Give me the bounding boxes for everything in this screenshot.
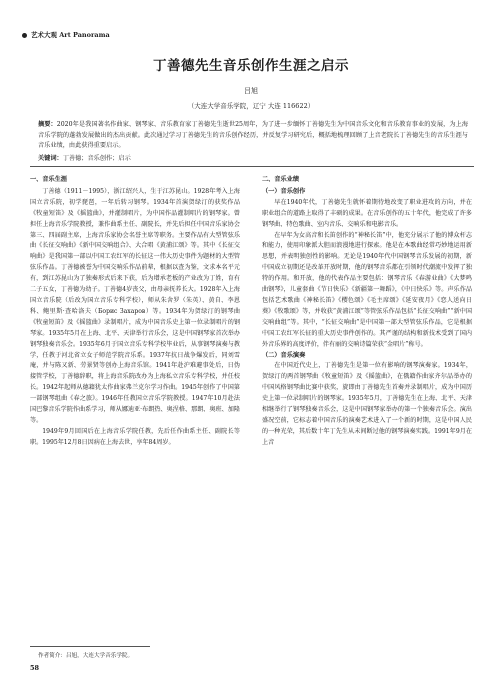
abstract-label: 摘要： bbox=[38, 121, 57, 128]
keywords-text: 丁善德；音乐创作；启示 bbox=[62, 155, 131, 162]
keywords bbox=[38, 153, 468, 162]
section-heading: 一、音乐生涯 bbox=[30, 176, 68, 183]
page-number: 58 bbox=[30, 664, 40, 672]
author: 吕旭 bbox=[244, 87, 258, 95]
paragraph: 在早年为女高音和长笛创作的“神秘长笛”中，他充分展示了他的博众杆志和能力，使用印象派大胆而浪漫地进行探索。他是在本歌曲经常巧妙地运用新思想，并表明独创性的影响。无论是1940年代中国钢琴音乐发展的初期，新中国成立初期还是改革开放时期，他的钢琴音乐都在引领时代潮流中发挥了独特的作用。和开放，他的代表作品主要包括：钢琴音乐《春游业曲》《大梦鸣曲钢琴》，儿童套曲《节日快乐》《新疆第一舞蹈》，《中日快乐》等。声乐作品包括艺术歌曲《神秘长笛》《樱色颂》《毛主席颂》《延安夜月》《恋人送向日葵》《牧歌颂》等，并收获“黄浦江颂”等管弦乐作品包括“长征交响曲”“新中国交响曲组”等。其中，“长征交响曲”是中国第一部大型管弦乐作品，它是根据中国工农红军长征的重大历史事件创作的。其严谨的结构和新技术受到了国内外音乐界的高度评价，伴有丽的交响诗篇荣获“金唱片”称号。 bbox=[262, 231, 472, 348]
journal-name: 艺术大观 Art Panorama bbox=[31, 31, 110, 39]
abstract-text: 2020年是我国著名作曲家、钢琴家、音乐教育家丁善德先生逝世25周年，为了进一步缅怀丁善德先生为中国音乐文化和音乐教育事业的发展，为上海音乐学院的蓬勃发展做出的杰出贡献。此次通过学习丁善德先生的音乐创作经历，并反复学习研究后，概括地梳理回顾了上音老院长丁善德先生的音乐生涯与音乐业绩，由此获得重要启示。 bbox=[38, 121, 469, 149]
left-column bbox=[30, 175, 240, 449]
journal-header bbox=[22, 30, 110, 39]
paragraph: 1949年9月回国后在上海音乐学院任教，先后任作曲系主任、副院长等职。1995年12月8日因病在上海去世，享年84周岁。 bbox=[30, 427, 240, 446]
paragraph: 早在1940年代，丁善德先生就怀着期待地改变了职业进攻的方向，并在职业组合的道路上取得了丰硕的成果。在音乐创作的五十年代，他完成了许多钢琴曲、特色歌曲、室内音乐、交响乐和电影音乐。 bbox=[262, 198, 472, 228]
section-heading: 二、音乐业绩 bbox=[262, 176, 300, 183]
subsection-heading: （一）音乐创作 bbox=[262, 187, 306, 195]
right-column bbox=[262, 175, 472, 449]
affiliation: （大连大学音乐学院，辽宁 大连 116622） bbox=[187, 102, 315, 110]
footnote: 作者简介：吕旭，大连大学音乐学院。 bbox=[38, 653, 134, 659]
keywords-label: 关键词： bbox=[38, 155, 63, 162]
paper-title: 丁善德先生音乐创作生涯之启示 bbox=[153, 58, 349, 74]
abstract bbox=[38, 120, 468, 152]
header-divider bbox=[30, 166, 474, 167]
footnote-divider bbox=[30, 646, 150, 647]
paragraph: 在中国近代史上，丁善德先生是第一位有影响的钢琴演奏家。1934年，贺绿汀的两首钢琴曲《牧童短笛》及《摇篮曲》，在俄籍作曲家齐尔品举办的中国风格钢琴曲比赛中获奖，旋即由丁善德先生首奏并录制唱片，成为中国历史上第一位录制唱片的钢琴家。1935年5月，丁善德先生在上海、北平、天津相继举行了钢琴独奏音乐会，这是中国钢琴家举办的第一个独奏音乐会。演出盛况空前，它标志着中国音乐的演奏艺术进入了一个新的时期，这是中国人民的一种光荣，其后数十年丁先生从未间断过他的钢琴演奏实践。1991年9月在上音 bbox=[262, 362, 472, 446]
paragraph: 丁善德（1911－1995），浙江绍兴人，生于江苏昆山。1928年考入上海国立音乐院，初学琵琶，一年后转习钢琴。1934年首演贺绿汀的获奖作品《牧童短笛》及《摇篮曲》，并灌制唱片，为中国作品灌制唱片的钢琴家。曾担任上海音乐学院教授，兼作曲系主任、副院长，并先后担任中国音乐家协会第三、四届副主席，上海音乐家协会名誉主席等职务。主要作品有大型管弦乐曲《长征交响曲》《新中国交响组合》、大合唱《黄浦江颂》等。其中《长征交响曲》是我国第一部以中国工农红军的长征这一伟大历史事件为题材的大型管弦乐作品。丁善德被誉为中国交响乐作品前辈，根据以查为鉴，文求本名平元有，到江苏昆山为了独奏形式后来下获，后为增承老板的产业改为丁姓，育有二子五女，丁善德为幼子。丁善德4岁丧父，由母亲抚养长大。1928年入上海国立音乐院（后改为国立音乐专科学校），师从朱舍罗（朱英）、黄自、李恩科、鲍里斯·查哈洛夫（Борис Захаров）等。1934年为贺绿汀的钢琴曲《牧童短笛》及《摇篮曲》录制唱片，成为中国音乐史上第一位录制唱片的钢琴家。1935年5月在上海、北平、天津举行音乐会，这是中国钢琴家首次举办钢琴独奏音乐会。1935年6月于国立音乐专科学校毕业后，从事钢琴演奏与教学，任教于河北省立女子师范学院音乐系。1937年抗日战争爆发后，同刘雪庵，并与陈又新、劳景贤等创办上海音乐馆。1941年赴沪难避事处后，日伪接管学校，丁善德辞职，将上海音乐院改办为上海私立音乐专科学校，并任校长。1942年起师从德籍犹太作曲家弗兰克尔学习作曲。1945年创作了中国第一部钢琴组曲《春之旅》。1946年任教国立音乐学院教授。1947年10月赴法国巴黎音乐学院作曲系学习，师从娜迪亚·布朗热、奥涅格、那朗、奥班、加隆等。 bbox=[30, 187, 240, 424]
subsection-heading: （二）音乐演奏 bbox=[262, 351, 306, 359]
bullet-icon bbox=[22, 33, 27, 38]
